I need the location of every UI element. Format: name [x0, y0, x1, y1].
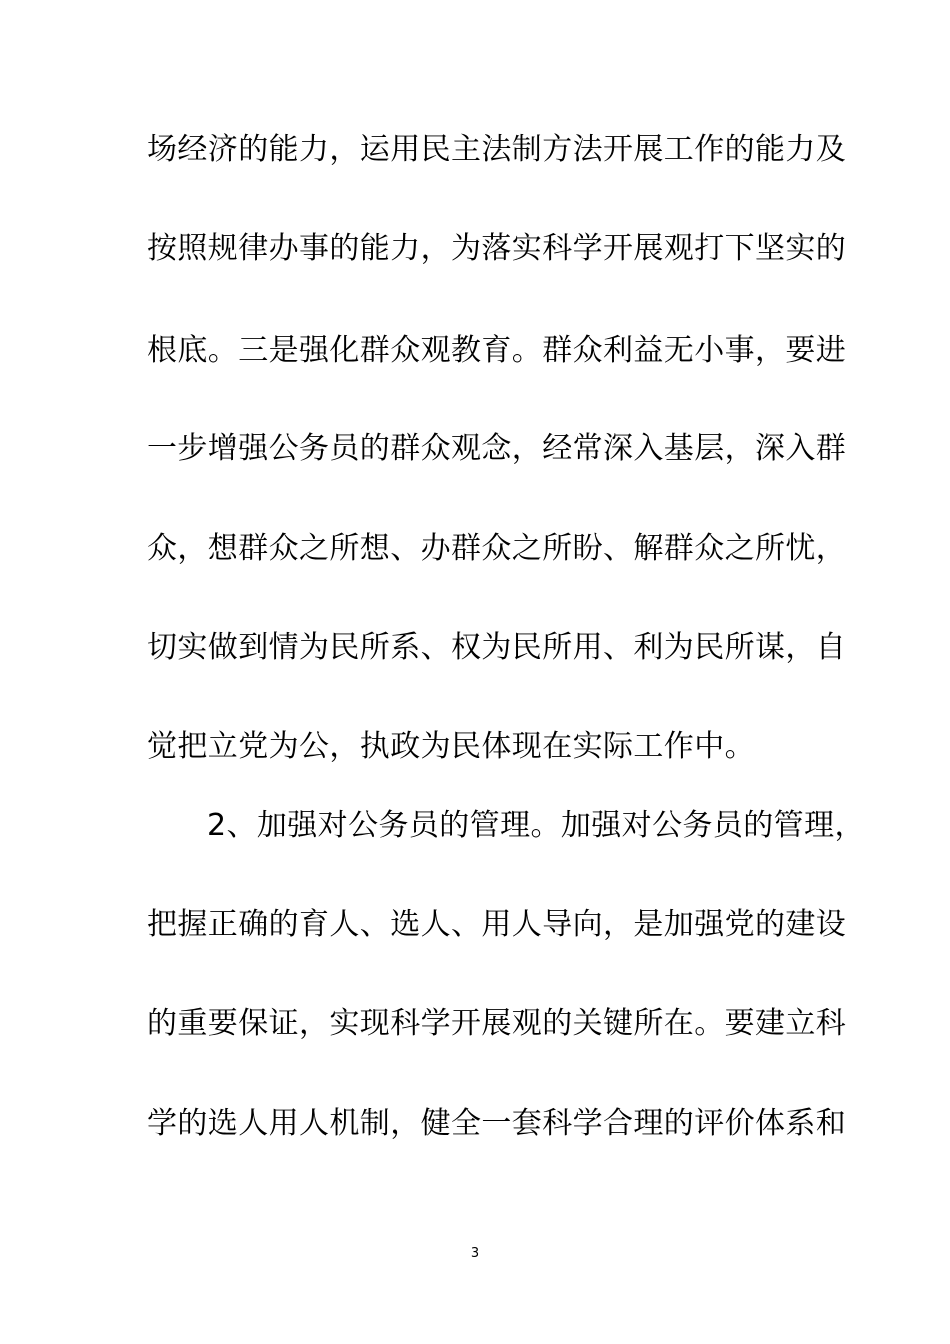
page-number: 3: [470, 1246, 480, 1261]
text-line: 按照规律办事的能力，为落实科学开展观打下坚实的: [147, 231, 847, 266]
text-line: 学的选人用人机制，健全一套科学合理的评价体系和: [147, 1106, 847, 1141]
text-line: 的重要保证，实现科学开展观的关键所在。要建立科: [147, 1006, 847, 1041]
text-line: 把握正确的育人、选人、用人导向，是加强党的建设: [147, 907, 847, 942]
text-line: 一步增强公务员的群众观念，经常深入基层，深入群: [147, 431, 847, 466]
text-line: 众，想群众之所想、办群众之所盼、解群众之所忧，: [147, 531, 847, 566]
text-line: 根底。三是强化群众观教育。群众利益无小事，要进: [147, 333, 847, 368]
paragraph-heading-line: 2、加强对公务员的管理。加强对公务员的管理，: [207, 808, 865, 843]
text-line: 觉把立党为公，执政为民体现在实际工作中。: [147, 729, 755, 764]
text-line: 切实做到情为民所系、权为民所用、利为民所谋，自: [147, 630, 847, 665]
text-line: 场经济的能力，运用民主法制方法开展工作的能力及: [147, 132, 847, 167]
